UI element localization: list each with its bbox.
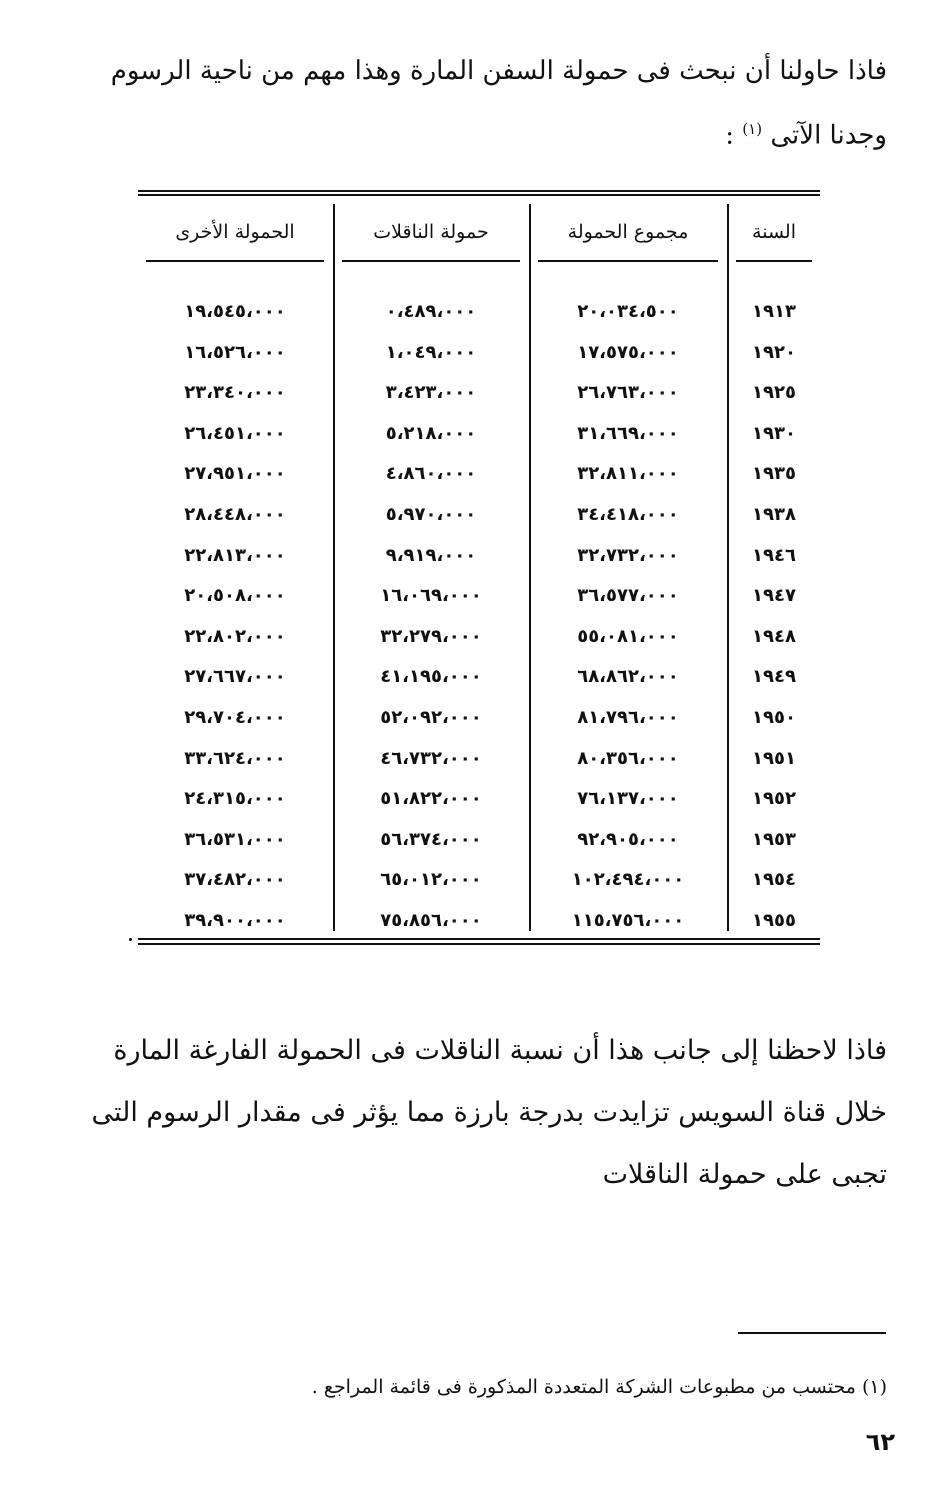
table-cell-total: ٧٦،١٣٧،٠٠٠ [577, 788, 679, 810]
table-cell-year: ١٩٥٤ [752, 869, 796, 891]
header-total-tonnage: مجموع الحمولة [538, 204, 718, 262]
table-cell-tanker: ٩،٩١٩،٠٠٠ [385, 544, 477, 566]
table-cell-tanker: ٣،٤٢٣،٠٠٠ [385, 382, 477, 404]
table-cell-total: ١٧،٥٧٥،٠٠٠ [577, 341, 679, 363]
total-cells [530, 262, 726, 942]
table-cell-tanker: ٧٥،٨٥٦،٠٠٠ [380, 909, 482, 931]
table-cell-total: ٣٦،٥٧٧،٠٠٠ [577, 585, 679, 607]
table-cell-year: ١٩٤٩ [752, 666, 796, 688]
column-divider [529, 204, 531, 931]
table-cell-year: ١٩٥٣ [752, 828, 796, 850]
column-divider [333, 204, 335, 931]
table-cell-other: ١٦،٥٢٦،٠٠٠ [184, 341, 286, 363]
table-cell-year: ١٩٣٠ [752, 422, 796, 444]
table-cell-tanker: ٤٦،٧٣٢،٠٠٠ [380, 747, 482, 769]
table-top-rule [138, 190, 820, 196]
table-cell-year: ١٩٢٥ [752, 382, 796, 404]
header-other-tonnage: الحمولة الأخرى [146, 204, 324, 262]
table-cell-tanker: ١،٠٤٩،٠٠٠ [385, 341, 477, 363]
table-cell-other: ٢٩،٧٠٤،٠٠٠ [184, 706, 286, 728]
table-cell-other: ١٩،٥٤٥،٠٠٠ [184, 301, 286, 322]
table-cell-total: ٩٢،٩٠٥،٠٠٠ [577, 828, 679, 850]
table-cell-tanker: ٤،٨٦٠،٠٠٠ [385, 463, 477, 485]
column-total-tonnage [530, 204, 726, 933]
intro-tail: : [725, 120, 743, 151]
table-cell-year: ١٩٣٨ [752, 503, 796, 525]
table-cell-year: ١٩٤٨ [752, 625, 796, 647]
page-number: ٦٢ [865, 1428, 895, 1456]
table-cell-other: ٢٤،٣١٥،٠٠٠ [184, 788, 286, 810]
table-cell-total: ٥٥،٠٨١،٠٠٠ [577, 625, 679, 647]
table-cell-tanker: ٥٦،٣٧٤،٠٠٠ [380, 828, 482, 850]
table-cell-other: ٢٣،٣٤٠،٠٠٠ [184, 382, 286, 404]
table-cell-tanker: ٠،٤٨٩،٠٠٠ [385, 301, 477, 322]
table-cell-year: ١٩٥٠ [752, 706, 796, 728]
table-cell-year: ١٩٣٥ [752, 463, 796, 485]
table-cell-tanker: ١٦،٠٦٩،٠٠٠ [380, 585, 482, 607]
column-divider [727, 204, 729, 931]
footnote-marker: (١) [742, 120, 763, 138]
table-cell-total: ٣٤،٤١٨،٠٠٠ [577, 503, 679, 525]
table-cell-total: ٢٠،٠٣٤،٥٠٠ [577, 301, 679, 322]
table-cell-year: ١٩٥٢ [752, 788, 796, 810]
table-cell-year: ١٩٤٦ [752, 544, 796, 566]
table-cell-other: ٢٦،٤٥١،٠٠٠ [184, 422, 286, 444]
table-cell-total: ٣١،٦٦٩،٠٠٠ [577, 422, 679, 444]
table-cell-other: ٢٨،٤٤٨،٠٠٠ [184, 503, 286, 525]
table-cell-year: ١٩٢٠ [752, 341, 796, 363]
tonnage-table [138, 190, 820, 945]
header-tanker-tonnage: حمولة الناقلات [342, 204, 520, 262]
column-other-tonnage [138, 204, 332, 933]
table-cell-tanker: ٥،٢١٨،٠٠٠ [385, 422, 477, 444]
table-cell-year: ١٩٤٧ [752, 585, 796, 607]
table-cell-tanker: ٤١،١٩٥،٠٠٠ [380, 666, 482, 688]
table-cell-year: ١٩٥١ [752, 747, 796, 769]
intro-paragraph [78, 42, 887, 165]
table-cell-other: ٣٣،٦٢٤،٠٠٠ [184, 747, 286, 769]
print-speck [129, 938, 132, 941]
column-tanker-tonnage [334, 204, 528, 933]
table-cell-total: ١١٥،٧٥٦،٠٠٠ [571, 909, 685, 931]
year-cells [728, 262, 820, 942]
follow-paragraph: فاذا لاحظنا إلى جانب هذا أن نسبة الناقلات فى الحمولة الفارغة المارة خلال قناة السويس تزايدت بدرجة بارزة مما يؤثر فى مقدار الرسوم التى تجبى على حمولة الناقلات [91, 1035, 887, 1190]
table-cell-total: ٢٦،٧٦٣،٠٠٠ [577, 382, 679, 404]
table-cell-tanker: ٥٢،٠٩٢،٠٠٠ [380, 706, 482, 728]
footnote: (١) محتسب من مطبوعات الشركة المتعددة المذكورة فى قائمة المراجع . [311, 1376, 887, 1398]
table-cell-total: ٣٢،٧٣٢،٠٠٠ [577, 544, 679, 566]
table-cell-total: ٨٠،٣٥٦،٠٠٠ [577, 747, 679, 769]
table-cell-other: ٣٧،٤٨٢،٠٠٠ [184, 869, 286, 891]
tanker-cells [334, 262, 528, 942]
header-year: السنة [736, 204, 812, 262]
table-cell-other: ٢٢،٨١٣،٠٠٠ [184, 544, 286, 566]
table-cell-other: ٢٢،٨٠٢،٠٠٠ [184, 625, 286, 647]
table-cell-total: ٦٨،٨٦٢،٠٠٠ [577, 666, 679, 688]
table-cell-total: ٣٢،٨١١،٠٠٠ [577, 463, 679, 485]
table-cell-tanker: ٦٥،٠١٢،٠٠٠ [380, 869, 482, 891]
footnote-rule [738, 1332, 886, 1334]
column-year [728, 204, 820, 933]
table-cell-total: ٨١،٧٩٦،٠٠٠ [577, 706, 679, 728]
table-cell-tanker: ٥،٩٧٠،٠٠٠ [385, 503, 477, 525]
table-cell-other: ٣٩،٩٠٠،٠٠٠ [184, 909, 286, 931]
table-cell-year: ١٩١٣ [752, 301, 796, 322]
table-cell-tanker: ٣٢،٢٧٩،٠٠٠ [380, 625, 482, 647]
table-bottom-rule [138, 938, 820, 945]
table-cell-total: ١٠٢،٤٩٤،٠٠٠ [571, 869, 685, 891]
table-cell-other: ٢٧،٩٥١،٠٠٠ [184, 463, 286, 485]
table-cell-year: ١٩٥٥ [752, 909, 796, 931]
intro-text: فاذا حاولنا أن نبحث فى حمولة السفن المارة وهذا مهم من ناحية الرسوم وجدنا الآتى [110, 56, 887, 151]
other-cells [138, 262, 332, 942]
table-cell-other: ٣٦،٥٣١،٠٠٠ [184, 828, 286, 850]
table-cell-other: ٢٠،٥٠٨،٠٠٠ [184, 585, 286, 607]
table-cell-tanker: ٥١،٨٢٢،٠٠٠ [380, 788, 482, 810]
table-cell-other: ٢٧،٦٦٧،٠٠٠ [184, 666, 286, 688]
